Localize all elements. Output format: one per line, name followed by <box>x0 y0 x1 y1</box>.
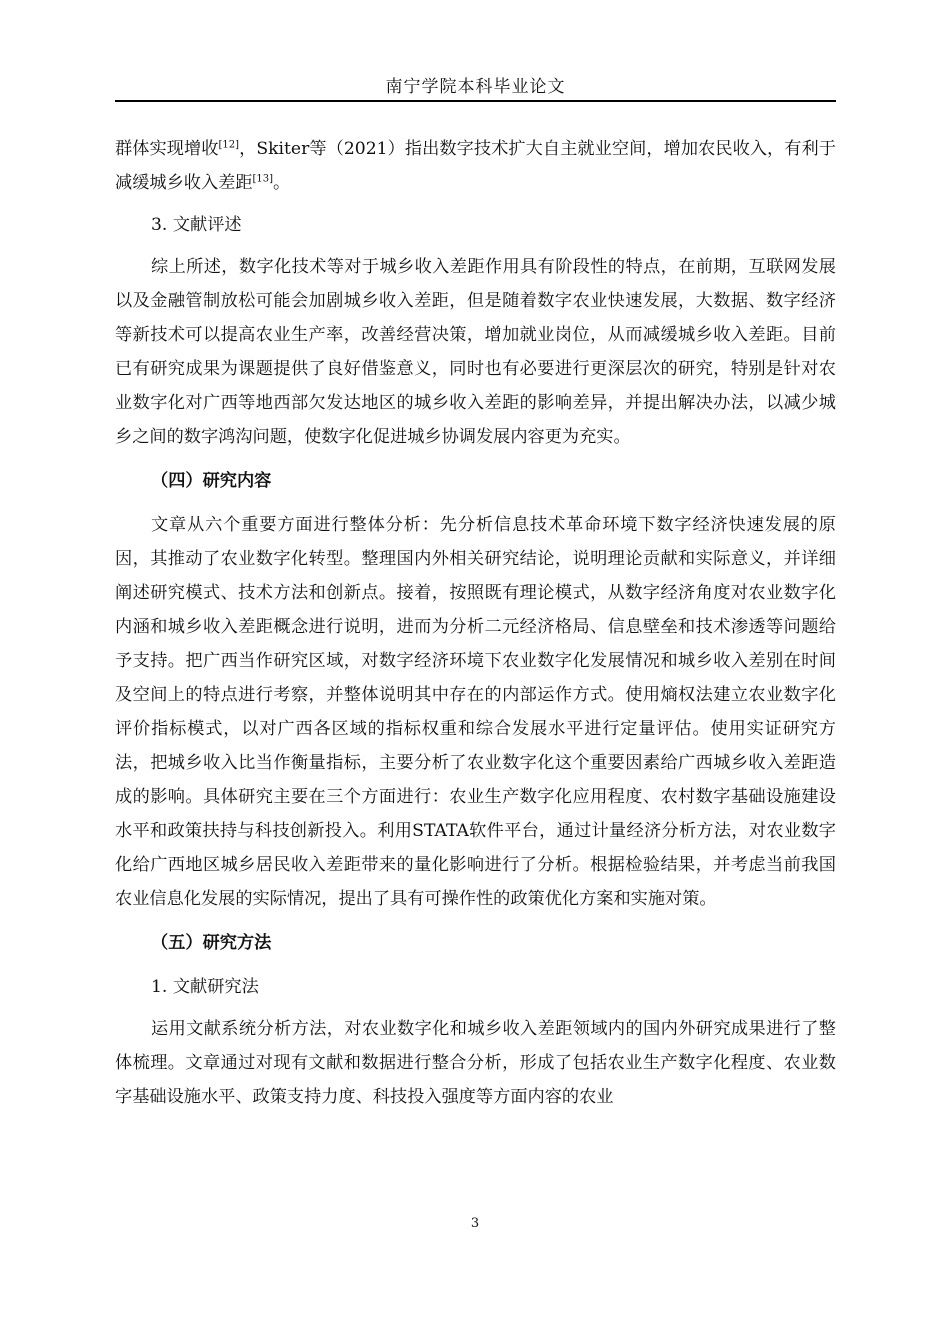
research-content-heading: （四）研究内容 <box>151 471 272 491</box>
carry-over-text-2: ，Skiter等（2021）指出数字技术扩大自主就业空间，增加农民收入，有利于减缓城乡收入差距 <box>115 139 836 193</box>
literature-review-paragraph: 综上所述，数字化技术等对于城乡收入差距作用具有阶段性的特点，在前期，互联网发展以及金融管制放松可能会加剧城乡收入差距，但是随着数字农业快速发展，大数据、数字经济等新技术可以提高农业生产率，改善经营决策，增加就业岗位，从而减缓城乡收入差距。目前已有研究成果为课题提供了良好借鉴意义，同时也有必要进行更深层次的研究，特别是针对农业数字化对广西等地西部欠发达地区的城乡收入差距的影响差异，并提出解决办法，以减少城乡之间的数字鸿沟问题，使数字化促进城乡协调发展内容更为充实。 <box>115 257 836 447</box>
literature-method-item: 1. 文献研究法 <box>151 977 259 997</box>
carry-over-text-3: 。 <box>273 173 291 193</box>
citation-12[interactable]: [12] <box>218 139 240 151</box>
literature-method-paragraph: 运用文献系统分析方法，对农业数字化和城乡收入差距领域内的国内外研究成果进行了整体梳理。文章通过对现有文献和数据进行整合分析，形成了包括农业生产数字化程度、农业数字基础设施水平、政策支持力度、科技投入强度等方面内容的农业 <box>115 1019 836 1107</box>
citation-13[interactable]: [13] <box>252 173 274 185</box>
page-number: 3 <box>470 1216 480 1231</box>
header-rule <box>115 100 836 102</box>
body-text <box>115 132 836 1114</box>
literature-review-heading: 3. 文献评述 <box>151 215 242 235</box>
carry-over-text-1: 群体实现增收 <box>115 139 219 159</box>
research-method-heading: （五）研究方法 <box>151 933 272 953</box>
research-content-paragraph: 文章从六个重要方面进行整体分析：先分析信息技术革命环境下数字经济快速发展的原因，其推动了农业数字化转型。整理国内外相关研究结论，说明理论贡献和实际意义，并详细阐述研究模式、技术方法和创新点。接着，按照既有理论模式，从数字经济角度对农业数字化内涵和城乡收入差距概念进行说明，进而为分析二元经济格局、信息壁垒和技术渗透等问题给予支持。把广西当作研究区域，对数字经济环境下农业数字化发展情况和城乡收入差别在时间及空间上的特点进行考察，并整体说明其中存在的内部运作方式。使用熵权法建立农业数字化评价指标模式，以对广西各区域的指标权重和综合发展水平进行定量评估。使用实证研究方法，把城乡收入比当作衡量指标，主要分析了农业数字化这个重要因素给广西城乡收入差距造成的影响。具体研究主要在三个方面进行：农业生产数字化应用程度、农村数字基础设施建设水平和政策扶持与科技创新投入。利用STATA软件平台，通过计量经济分析方法，对农业数字化给广西地区城乡居民收入差距带来的量化影响进行了分析。根据检验结果，并考虑当前我国农业信息化发展的实际情况，提出了具有可操作性的政策优化方案和实施对策。 <box>115 515 836 909</box>
running-header: 南宁学院本科毕业论文 <box>385 77 566 97</box>
carry-over-paragraph <box>115 132 836 200</box>
